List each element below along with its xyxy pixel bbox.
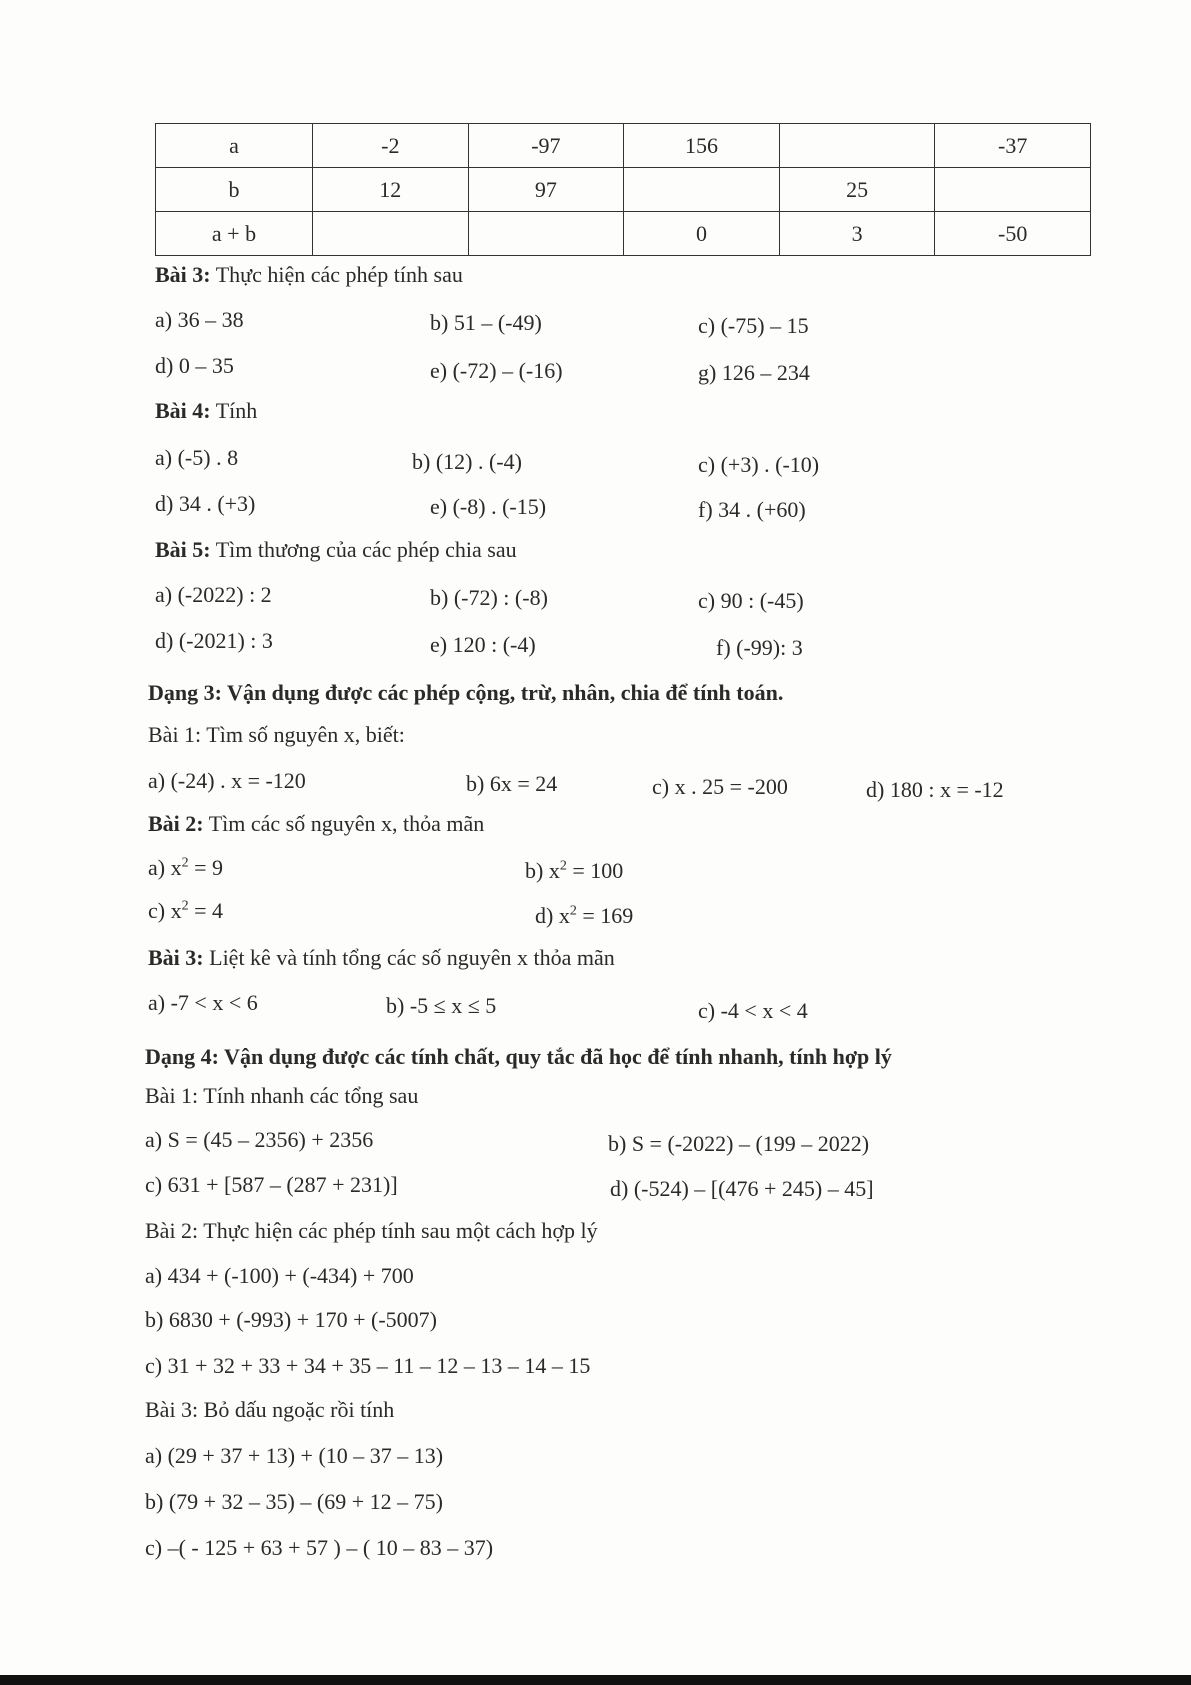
bai5-item-b: b) (-72) : (-8) bbox=[430, 585, 548, 610]
table-cell: b bbox=[156, 168, 313, 212]
dang3-heading: Dạng 3: Vận dụng được các phép cộng, trừ, nhân, chia để tính toán. bbox=[148, 680, 784, 705]
table-cell: -2 bbox=[313, 124, 469, 168]
bai5-label: Bài 5: bbox=[155, 537, 211, 562]
dang4-bai2-item-a: a) 434 + (-100) + (-434) + 700 bbox=[145, 1263, 414, 1288]
bai5-item-e: e) 120 : (-4) bbox=[430, 632, 536, 657]
bai4-item-a: a) (-5) . 8 bbox=[155, 445, 239, 470]
bai4-item-e: e) (-8) . (-15) bbox=[430, 494, 547, 519]
bai3-item-b: b) 51 – (-49) bbox=[430, 310, 542, 335]
bai3-item-d: d) 0 – 35 bbox=[155, 353, 234, 378]
dang3-bai1-item-c: c) x . 25 = -200 bbox=[652, 774, 788, 799]
dang4-bai2-item-b: b) 6830 + (-993) + 170 + (-5007) bbox=[145, 1307, 438, 1332]
table-cell: 156 bbox=[624, 124, 780, 168]
bai3-item-g: g) 126 – 234 bbox=[698, 360, 810, 385]
dang3-bai1-title: Bài 1: Tìm số nguyên x, biết: bbox=[148, 722, 405, 747]
table-cell: a + b bbox=[156, 212, 313, 256]
table-cell bbox=[779, 124, 935, 168]
dang3-bai2-item-a: a) $x^2 = 9$ bbox=[148, 855, 224, 880]
bai5-item-a: a) (-2022) : 2 bbox=[155, 582, 272, 607]
bai5-text: Tìm thương của các phép chia sau bbox=[210, 537, 517, 562]
dang4-bai2-item-c: c) 31 + 32 + 33 + 34 + 35 – 11 – 12 – 13 – 14 – 15 bbox=[145, 1353, 591, 1378]
dang4-bai3-item-c: c) –( - 125 + 63 + 57 ) – ( 10 – 83 – 37) bbox=[145, 1535, 494, 1560]
table-cell: 0 bbox=[624, 212, 780, 256]
table-cell: -37 bbox=[935, 124, 1091, 168]
bai3-item-e: e) (-72) – (-16) bbox=[430, 358, 563, 383]
table-row bbox=[156, 124, 1091, 168]
bai4-item-d: d) 34 . (+3) bbox=[155, 491, 256, 516]
dang3-bai2-item-c: c) $x^2 = 4$ bbox=[148, 898, 224, 923]
bai4-title bbox=[155, 398, 257, 424]
dang3-bai2-item-d: d) $x^2 = 169$ bbox=[535, 903, 634, 928]
table-cell bbox=[468, 212, 624, 256]
bai5-item-f: f) (-99): 3 bbox=[716, 635, 803, 660]
table-row bbox=[156, 212, 1091, 256]
dang3-bai3-label: Bài 3: bbox=[148, 945, 204, 970]
bai3-item-c: c) (-75) – 15 bbox=[698, 313, 809, 338]
dang4-bai2-title: Bài 2: Thực hiện các phép tính sau một cách hợp lý bbox=[145, 1218, 598, 1243]
dang4-bai3-item-b: b) (79 + 32 – 35) – (69 + 12 – 75) bbox=[145, 1489, 443, 1514]
dang4-bai1-item-c: c) 631 + [587 – (287 + 231)] bbox=[145, 1172, 398, 1197]
bai4-item-c: c) (+3) . (-10) bbox=[698, 452, 820, 477]
table-cell: -97 bbox=[468, 124, 624, 168]
dang3-bai3-title bbox=[148, 945, 615, 971]
bai5-item-d: d) (-2021) : 3 bbox=[155, 628, 273, 653]
dang3-bai2-label: Bài 2: bbox=[148, 811, 204, 836]
dang3-bai1-item-a: a) (-24) . x = -120 bbox=[148, 768, 306, 793]
dang3-bai3-text: Liệt kê và tính tổng các số nguyên x thỏa mãn bbox=[203, 945, 615, 970]
bai3-title bbox=[155, 262, 463, 288]
dang4-bai1-title: Bài 1: Tính nhanh các tổng sau bbox=[145, 1083, 419, 1108]
bai4-label: Bài 4: bbox=[155, 398, 211, 423]
bai5-item-c: c) 90 : (-45) bbox=[698, 588, 804, 613]
table-cell: 12 bbox=[313, 168, 469, 212]
table-cell: 97 bbox=[468, 168, 624, 212]
scan-bottom-edge bbox=[0, 1675, 1191, 1685]
bai3-label: Bài 3: bbox=[155, 262, 211, 287]
table-cell: 3 bbox=[779, 212, 935, 256]
dang4-bai3-title: Bài 3: Bỏ dấu ngoặc rồi tính bbox=[145, 1397, 395, 1422]
bai3-text: Thực hiện các phép tính sau bbox=[210, 262, 463, 287]
values-table bbox=[155, 123, 1091, 256]
dang3-bai3-item-a: a) -7 < x < 6 bbox=[148, 990, 258, 1015]
dang3-bai2-text: Tìm các số nguyên x, thỏa mãn bbox=[203, 811, 485, 836]
dang3-bai3-item-c: c) -4 < x < 4 bbox=[698, 998, 808, 1023]
bai4-item-f: f) 34 . (+60) bbox=[698, 497, 806, 522]
dang3-bai3-item-b: b) -5 ≤ x ≤ 5 bbox=[386, 993, 497, 1018]
dang4-bai1-item-a: a) S = (45 – 2356) + 2356 bbox=[145, 1127, 374, 1152]
dang3-bai1-item-d: d) 180 : x = -12 bbox=[866, 777, 1004, 802]
table-cell: a bbox=[156, 124, 313, 168]
dang4-bai1-item-b: b) S = (-2022) – (199 – 2022) bbox=[608, 1131, 870, 1156]
dang4-bai1-item-d: d) (-524) – [(476 + 245) – 45] bbox=[610, 1176, 874, 1201]
table-cell: -50 bbox=[935, 212, 1091, 256]
table-cell bbox=[624, 168, 780, 212]
dang3-bai1-item-b: b) 6x = 24 bbox=[466, 771, 558, 796]
bai3-item-a: a) 36 – 38 bbox=[155, 307, 244, 332]
dang4-bai3-item-a: a) (29 + 37 + 13) + (10 – 37 – 13) bbox=[145, 1443, 444, 1468]
table-cell bbox=[935, 168, 1091, 212]
bai5-title bbox=[155, 537, 517, 563]
dang4-heading: Dạng 4: Vận dụng được các tính chất, quy tắc đã học để tính nhanh, tính hợp lý bbox=[145, 1044, 892, 1069]
dang3-bai2-title bbox=[148, 811, 484, 837]
table-row bbox=[156, 168, 1091, 212]
bai4-item-b: b) (12) . (-4) bbox=[412, 449, 522, 474]
table-cell bbox=[313, 212, 469, 256]
bai4-text: Tính bbox=[210, 398, 258, 423]
table-cell: 25 bbox=[779, 168, 935, 212]
dang3-bai2-item-b: b) $x^2 = 100$ bbox=[525, 858, 624, 883]
